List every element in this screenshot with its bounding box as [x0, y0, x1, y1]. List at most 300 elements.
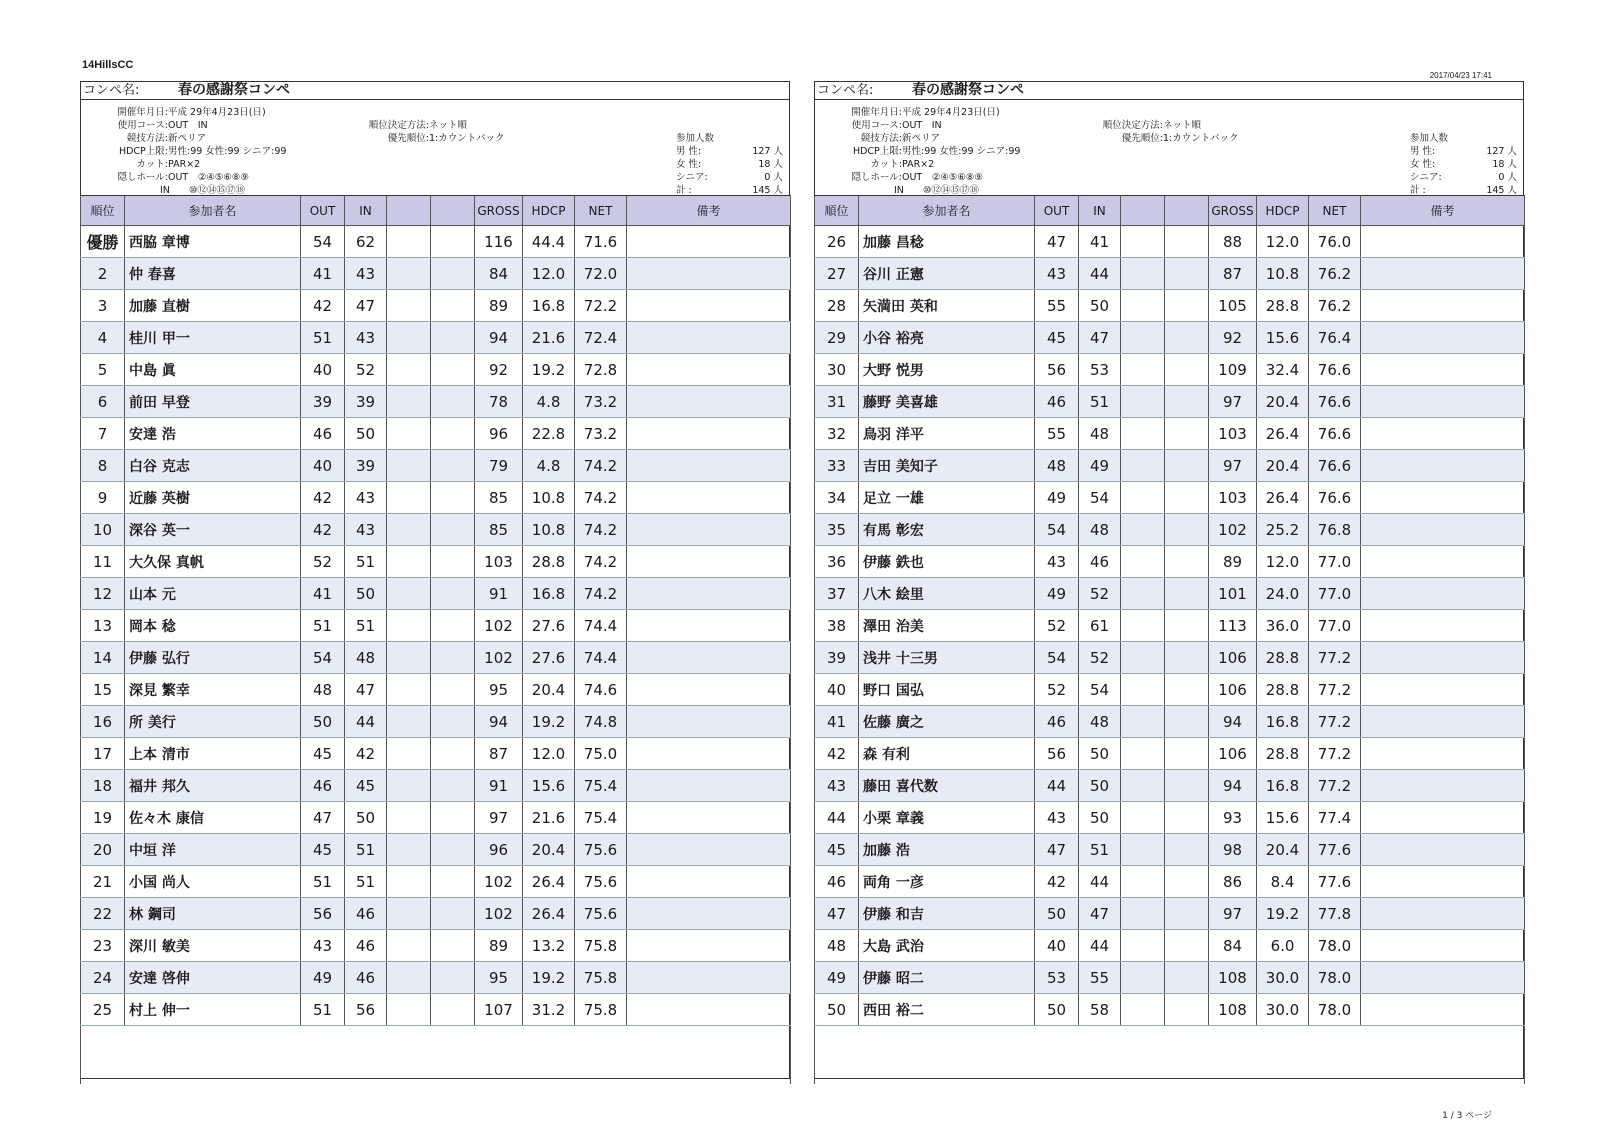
- out-score: 45: [301, 834, 345, 866]
- remarks-cell: [627, 930, 791, 962]
- blank-cell: [431, 354, 475, 386]
- gross-score: 87: [1209, 258, 1257, 290]
- hdcp-value: 30.0: [1257, 962, 1309, 994]
- in-score: 47: [1079, 898, 1121, 930]
- net-score: 76.6: [1309, 354, 1361, 386]
- table-row: [815, 450, 1525, 482]
- remarks-cell: [627, 706, 791, 738]
- info-hdcp: [94, 143, 286, 157]
- empty-footer-cell: [815, 1026, 1525, 1085]
- net-score: 75.8: [575, 930, 627, 962]
- rank-cell: 50: [815, 994, 859, 1026]
- net-score: 74.8: [575, 706, 627, 738]
- remarks-cell: [627, 258, 791, 290]
- blank-cell: [431, 610, 475, 642]
- rank-cell: 48: [815, 930, 859, 962]
- blank-cell: [431, 546, 475, 578]
- info-hdcp: [828, 143, 1020, 157]
- player-name: 谷川 正憲: [859, 258, 1035, 290]
- info-cut-label: カット:: [870, 159, 902, 170]
- remarks-cell: [1361, 642, 1525, 674]
- blank-cell: [387, 258, 431, 290]
- rank-method-label: 順位決定方法:: [1102, 120, 1163, 131]
- blank-cell: [431, 866, 475, 898]
- hdcp-value: 27.6: [523, 642, 575, 674]
- blank-cell: [1121, 706, 1165, 738]
- out-score: 52: [1035, 610, 1079, 642]
- blank-cell: [1121, 226, 1165, 258]
- table-row: [81, 642, 791, 674]
- net-score: 72.4: [575, 322, 627, 354]
- gross-score: 89: [1209, 546, 1257, 578]
- rank-cell: 42: [815, 738, 859, 770]
- net-score: 75.4: [575, 802, 627, 834]
- gross-score: 88: [1209, 226, 1257, 258]
- out-score: 42: [301, 482, 345, 514]
- rank-cell: 37: [815, 578, 859, 610]
- table-row: [815, 226, 1525, 258]
- out-score: 50: [301, 706, 345, 738]
- gross-score: 108: [1209, 962, 1257, 994]
- column-header: NET: [575, 196, 627, 226]
- rank-cell: 22: [81, 898, 125, 930]
- table-row: [815, 578, 1525, 610]
- blank-cell: [1121, 962, 1165, 994]
- count-total-label: 計 :: [676, 185, 692, 196]
- hdcp-value: 21.6: [523, 802, 575, 834]
- column-header: OUT: [1035, 196, 1079, 226]
- column-header: HDCP: [1257, 196, 1309, 226]
- net-score: 77.0: [1309, 610, 1361, 642]
- info-hidden-out-label: 隠しホール:: [851, 172, 902, 183]
- blank-cell: [387, 610, 431, 642]
- remarks-cell: [1361, 770, 1525, 802]
- info-hdcp-label: HDCP上限:: [118, 146, 168, 157]
- blank-cell: [1165, 578, 1209, 610]
- blank-cell: [1121, 578, 1165, 610]
- rank-cell: 28: [815, 290, 859, 322]
- rank-cell: 7: [81, 418, 125, 450]
- column-header: [1121, 196, 1165, 226]
- gross-score: 92: [475, 354, 523, 386]
- out-score: 56: [1035, 354, 1079, 386]
- rank-method-value: ネット順: [1163, 120, 1202, 131]
- in-score: 51: [345, 546, 387, 578]
- remarks-cell: [627, 322, 791, 354]
- club-name: 14HillsCC: [82, 59, 134, 71]
- table-row: [815, 386, 1525, 418]
- participant-count-title: 参加人数: [676, 133, 715, 144]
- player-name: 村上 伸一: [125, 994, 301, 1026]
- out-score: 43: [1035, 802, 1079, 834]
- gross-score: 92: [1209, 322, 1257, 354]
- rank-cell: 23: [81, 930, 125, 962]
- blank-cell: [1121, 450, 1165, 482]
- remarks-cell: [627, 418, 791, 450]
- table-row: [815, 514, 1525, 546]
- out-score: 42: [301, 514, 345, 546]
- gross-score: 103: [1209, 418, 1257, 450]
- player-name: 中島 眞: [125, 354, 301, 386]
- column-header: 参加者名: [125, 196, 301, 226]
- results-panel-right: [814, 81, 1524, 1079]
- blank-cell: [1165, 386, 1209, 418]
- info-cut-label: カット:: [136, 159, 168, 170]
- hdcp-value: 19.2: [523, 706, 575, 738]
- info-cut-value: PAR×2: [168, 159, 201, 170]
- net-score: 75.0: [575, 738, 627, 770]
- player-name: 安達 啓伸: [125, 962, 301, 994]
- table-row: [81, 930, 791, 962]
- player-name: 大島 武治: [859, 930, 1035, 962]
- out-score: 56: [301, 898, 345, 930]
- table-row: [81, 226, 791, 258]
- net-score: 78.0: [1309, 994, 1361, 1026]
- table-row: [815, 802, 1525, 834]
- results-table: [814, 195, 1525, 1084]
- in-score: 51: [345, 834, 387, 866]
- blank-cell: [1165, 322, 1209, 354]
- out-score: 48: [301, 674, 345, 706]
- hdcp-value: 20.4: [523, 834, 575, 866]
- blank-cell: [1121, 290, 1165, 322]
- net-score: 76.6: [1309, 418, 1361, 450]
- blank-cell: [1165, 898, 1209, 930]
- table-row: [815, 674, 1525, 706]
- gross-score: 101: [1209, 578, 1257, 610]
- rank-cell: 43: [815, 770, 859, 802]
- player-name: 鳥羽 洋平: [859, 418, 1035, 450]
- results-table: [80, 195, 791, 1084]
- in-score: 42: [345, 738, 387, 770]
- player-name: 八木 絵里: [859, 578, 1035, 610]
- table-row: [81, 258, 791, 290]
- hdcp-value: 32.4: [1257, 354, 1309, 386]
- in-score: 44: [345, 706, 387, 738]
- hdcp-value: 12.0: [1257, 226, 1309, 258]
- player-name: 深見 繁幸: [125, 674, 301, 706]
- hdcp-value: 10.8: [1257, 258, 1309, 290]
- net-score: 76.2: [1309, 290, 1361, 322]
- column-header: [387, 196, 431, 226]
- in-score: 46: [345, 898, 387, 930]
- count-female-value: 18 人: [1492, 159, 1517, 170]
- table-row: [815, 738, 1525, 770]
- remarks-cell: [627, 962, 791, 994]
- blank-cell: [1121, 386, 1165, 418]
- blank-cell: [431, 418, 475, 450]
- remarks-cell: [627, 386, 791, 418]
- net-score: 74.6: [575, 674, 627, 706]
- info-format: [828, 130, 940, 144]
- out-score: 54: [1035, 514, 1079, 546]
- table-row: [815, 290, 1525, 322]
- net-score: 77.6: [1309, 866, 1361, 898]
- in-score: 44: [1079, 866, 1121, 898]
- blank-cell: [1165, 354, 1209, 386]
- participant-count-title: 参加人数: [1410, 133, 1449, 144]
- info-date-value: 平成 29年4月23日(日): [902, 107, 1000, 118]
- empty-footer-cell: [81, 1026, 791, 1085]
- blank-cell: [1165, 450, 1209, 482]
- column-header: GROSS: [1209, 196, 1257, 226]
- rank-cell: 46: [815, 866, 859, 898]
- count-total-value: 145 人: [1486, 185, 1517, 196]
- net-score: 77.6: [1309, 834, 1361, 866]
- table-row: [81, 578, 791, 610]
- out-score: 40: [301, 450, 345, 482]
- net-score: 76.0: [1309, 226, 1361, 258]
- table-row: [815, 418, 1525, 450]
- hdcp-value: 19.2: [1257, 898, 1309, 930]
- blank-cell: [1121, 802, 1165, 834]
- blank-cell: [387, 290, 431, 322]
- in-score: 51: [1079, 834, 1121, 866]
- blank-cell: [431, 482, 475, 514]
- out-score: 46: [1035, 386, 1079, 418]
- net-score: 77.2: [1309, 706, 1361, 738]
- competition-title-bar: [815, 82, 1523, 100]
- remarks-cell: [1361, 866, 1525, 898]
- out-score: 40: [1035, 930, 1079, 962]
- blank-cell: [387, 738, 431, 770]
- rank-cell: 35: [815, 514, 859, 546]
- net-score: 74.4: [575, 642, 627, 674]
- blank-cell: [1165, 418, 1209, 450]
- blank-cell: [1121, 994, 1165, 1026]
- info-hdcp-label: HDCP上限:: [852, 146, 902, 157]
- out-score: 43: [1035, 258, 1079, 290]
- rank-cell: 34: [815, 482, 859, 514]
- info-hidden-out-value: OUT ②④⑤⑥⑧⑨: [168, 172, 249, 183]
- in-score: 51: [345, 866, 387, 898]
- blank-cell: [1165, 834, 1209, 866]
- remarks-cell: [1361, 994, 1525, 1026]
- net-score: 77.4: [1309, 802, 1361, 834]
- rank-cell: 8: [81, 450, 125, 482]
- player-name: 加藤 直樹: [125, 290, 301, 322]
- rank-cell: 38: [815, 610, 859, 642]
- in-score: 47: [345, 674, 387, 706]
- out-score: 54: [301, 642, 345, 674]
- blank-cell: [387, 386, 431, 418]
- out-score: 46: [301, 770, 345, 802]
- net-score: 71.6: [575, 226, 627, 258]
- rank-cell: 19: [81, 802, 125, 834]
- blank-cell: [387, 674, 431, 706]
- player-name: 岡本 稔: [125, 610, 301, 642]
- in-score: 46: [1079, 546, 1121, 578]
- player-name: 森 有利: [859, 738, 1035, 770]
- remarks-cell: [1361, 258, 1525, 290]
- competition-info: [81, 100, 789, 196]
- blank-cell: [1165, 770, 1209, 802]
- table-row: [81, 994, 791, 1026]
- table-row: [81, 546, 791, 578]
- player-name: 加藤 昌稔: [859, 226, 1035, 258]
- net-score: 75.8: [575, 994, 627, 1026]
- remarks-cell: [1361, 962, 1525, 994]
- blank-cell: [431, 898, 475, 930]
- info-hidden-out: [94, 169, 249, 183]
- blank-cell: [1121, 770, 1165, 802]
- out-score: 55: [1035, 418, 1079, 450]
- gross-score: 96: [475, 418, 523, 450]
- rank-cell: 2: [81, 258, 125, 290]
- net-score: 75.8: [575, 962, 627, 994]
- remarks-cell: [627, 866, 791, 898]
- player-name: 白谷 克志: [125, 450, 301, 482]
- rank-cell: 15: [81, 674, 125, 706]
- player-name: 山本 元: [125, 578, 301, 610]
- hdcp-value: 16.8: [1257, 706, 1309, 738]
- remarks-cell: [627, 610, 791, 642]
- hdcp-value: 15.6: [523, 770, 575, 802]
- gross-score: 105: [1209, 290, 1257, 322]
- net-score: 72.8: [575, 354, 627, 386]
- out-score: 45: [1035, 322, 1079, 354]
- blank-cell: [1121, 930, 1165, 962]
- remarks-cell: [1361, 674, 1525, 706]
- in-score: 58: [1079, 994, 1121, 1026]
- out-score: 49: [1035, 578, 1079, 610]
- table-row: [815, 322, 1525, 354]
- hdcp-value: 26.4: [523, 866, 575, 898]
- net-score: 76.8: [1309, 514, 1361, 546]
- net-score: 78.0: [1309, 962, 1361, 994]
- out-score: 46: [301, 418, 345, 450]
- out-score: 44: [1035, 770, 1079, 802]
- remarks-cell: [627, 354, 791, 386]
- in-score: 47: [345, 290, 387, 322]
- net-score: 73.2: [575, 418, 627, 450]
- blank-cell: [387, 322, 431, 354]
- gross-score: 107: [475, 994, 523, 1026]
- gross-score: 94: [1209, 770, 1257, 802]
- player-name: 伊藤 和吉: [859, 898, 1035, 930]
- blank-cell: [1165, 546, 1209, 578]
- net-score: 77.0: [1309, 578, 1361, 610]
- player-name: 伊藤 昭二: [859, 962, 1035, 994]
- count-male-label: 男 性:: [676, 146, 702, 157]
- player-name: 野口 国弘: [859, 674, 1035, 706]
- column-header: NET: [1309, 196, 1361, 226]
- table-row: [815, 610, 1525, 642]
- count-senior-value: 0 人: [764, 172, 783, 183]
- in-score: 44: [1079, 930, 1121, 962]
- rank-cell: 40: [815, 674, 859, 706]
- gross-score: 116: [475, 226, 523, 258]
- out-score: 48: [1035, 450, 1079, 482]
- blank-cell: [387, 930, 431, 962]
- player-name: 加藤 浩: [859, 834, 1035, 866]
- remarks-cell: [627, 674, 791, 706]
- player-name: 仲 春喜: [125, 258, 301, 290]
- hdcp-value: 15.6: [1257, 322, 1309, 354]
- in-score: 55: [1079, 962, 1121, 994]
- column-header: IN: [1079, 196, 1121, 226]
- hdcp-value: 26.4: [1257, 418, 1309, 450]
- hdcp-value: 8.4: [1257, 866, 1309, 898]
- out-score: 49: [301, 962, 345, 994]
- blank-cell: [431, 674, 475, 706]
- blank-cell: [387, 994, 431, 1026]
- gross-score: 113: [1209, 610, 1257, 642]
- info-course-value: OUT IN: [168, 120, 208, 131]
- competition-name: 春の感謝祭コンペ: [912, 82, 1024, 98]
- in-score: 50: [1079, 770, 1121, 802]
- player-name: 佐々木 康信: [125, 802, 301, 834]
- player-name: 中垣 洋: [125, 834, 301, 866]
- info-format-label: 競技方法:: [126, 133, 168, 144]
- info-hdcp-value: 男性:99 女性:99 シニア:99: [902, 146, 1021, 157]
- hdcp-value: 25.2: [1257, 514, 1309, 546]
- rank-cell: 39: [815, 642, 859, 674]
- in-score: 43: [345, 482, 387, 514]
- info-format: [94, 130, 206, 144]
- out-score: 52: [1035, 674, 1079, 706]
- blank-cell: [1121, 834, 1165, 866]
- blank-cell: [431, 738, 475, 770]
- in-score: 43: [345, 258, 387, 290]
- player-name: 林 鋼司: [125, 898, 301, 930]
- blank-cell: [431, 962, 475, 994]
- hdcp-value: 15.6: [1257, 802, 1309, 834]
- in-score: 41: [1079, 226, 1121, 258]
- gross-score: 93: [1209, 802, 1257, 834]
- table-row: [81, 514, 791, 546]
- table-row: [815, 482, 1525, 514]
- blank-cell: [1165, 674, 1209, 706]
- player-name: 足立 一雄: [859, 482, 1035, 514]
- blank-cell: [1121, 642, 1165, 674]
- info-hidden-in: IN ⑩⑫⑭⑮⑰⑱: [894, 185, 979, 196]
- gross-score: 106: [1209, 642, 1257, 674]
- blank-cell: [1121, 738, 1165, 770]
- player-name: 浅井 十三男: [859, 642, 1035, 674]
- blank-cell: [1121, 322, 1165, 354]
- blank-cell: [1165, 482, 1209, 514]
- in-score: 54: [1079, 482, 1121, 514]
- net-score: 74.2: [575, 578, 627, 610]
- in-score: 39: [345, 386, 387, 418]
- hdcp-value: 19.2: [523, 354, 575, 386]
- net-score: 77.0: [1309, 546, 1361, 578]
- out-score: 54: [1035, 642, 1079, 674]
- blank-cell: [431, 802, 475, 834]
- count-senior-label: シニア:: [676, 172, 708, 183]
- out-score: 40: [301, 354, 345, 386]
- in-score: 52: [1079, 642, 1121, 674]
- rank-cell: 5: [81, 354, 125, 386]
- remarks-cell: [1361, 418, 1525, 450]
- blank-cell: [431, 226, 475, 258]
- info-course: [828, 117, 942, 131]
- net-score: 77.2: [1309, 770, 1361, 802]
- gross-score: 97: [1209, 898, 1257, 930]
- player-name: 桂川 甲一: [125, 322, 301, 354]
- blank-cell: [431, 706, 475, 738]
- rank-method-label: 順位決定方法:: [368, 120, 429, 131]
- blank-cell: [387, 802, 431, 834]
- remarks-cell: [1361, 514, 1525, 546]
- blank-cell: [1165, 738, 1209, 770]
- blank-cell: [1121, 482, 1165, 514]
- gross-score: 86: [1209, 866, 1257, 898]
- blank-cell: [387, 898, 431, 930]
- gross-score: 97: [475, 802, 523, 834]
- table-row: [815, 866, 1525, 898]
